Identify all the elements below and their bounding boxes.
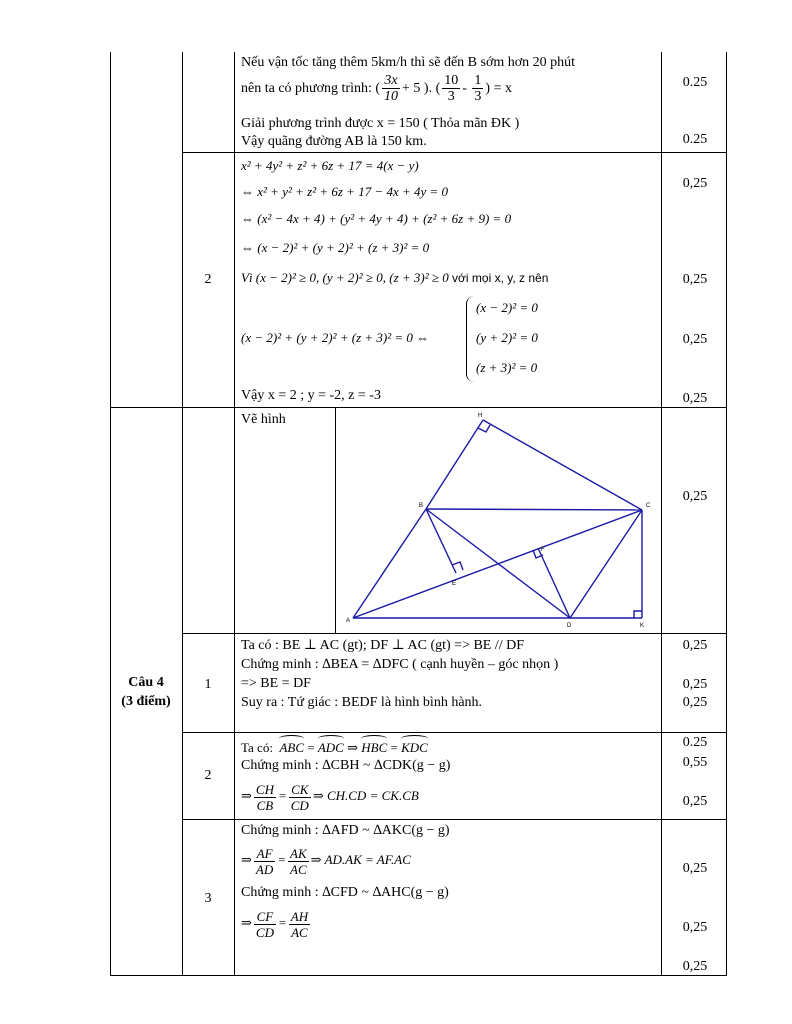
ratio-line: ⇒ $\frac{CF}{CD}$ = $\frac{AH}{AC}$	[241, 908, 309, 940]
score: 0,25	[682, 959, 708, 974]
proof-line: Ta có : BE ⊥ AC (gt); DF ⊥ AC (gt) => BE // DF	[241, 638, 525, 653]
equation-line: ⇔ x² + y² + z² + 6z + 17 − 4x + 4y = 0	[241, 184, 449, 199]
score: 0,25	[682, 861, 708, 876]
system-eq: (y + 2)² = 0	[476, 330, 538, 345]
conclusion: Vậy x = 2 ; y = -2, z = -3	[241, 388, 381, 403]
score: 0.25	[682, 735, 708, 750]
figure-title: Vẽ hình	[241, 412, 286, 427]
proof-line: Chứng minh : ∆CFD ~ ∆AHC(g − g)	[241, 885, 449, 900]
score: 0.25	[682, 132, 708, 147]
segment-ab	[353, 509, 426, 618]
segment-hc	[483, 420, 642, 510]
score: 0,25	[682, 638, 708, 653]
item-number: 2	[204, 272, 212, 287]
system-eq: (z + 3)² = 0	[476, 360, 538, 375]
equation-line: ⇔ (x − 2)² + (y + 2)² + (z + 3)² = 0	[241, 240, 430, 255]
item-number: 2	[204, 768, 212, 783]
label-k: K	[640, 623, 645, 629]
speed-equation-line: nên ta có phương trình: ( $\frac{3x}{10}$ + 5 ). ( $\frac{10}{3}$ - $\frac{1}{3}$ ) = x	[241, 73, 512, 105]
label-c: C	[646, 503, 651, 509]
score: 0,25	[682, 332, 708, 347]
label-f: F	[541, 547, 545, 553]
diagonal-ac	[353, 510, 642, 618]
label-d: D	[567, 623, 572, 629]
speed-line1: Nếu vận tốc tăng thêm 5km/h thì sẽ đến B sớm hơn 20 phút	[241, 55, 576, 70]
label-e: E	[452, 581, 457, 587]
score: 0,25	[682, 677, 708, 692]
geometry-figure	[336, 408, 661, 633]
segment-cd	[570, 510, 642, 618]
diagonal-bd	[426, 509, 570, 618]
system-eq: (x − 2)² = 0	[476, 300, 538, 315]
question-points: (3 điểm)	[121, 694, 171, 709]
score: 0,25	[682, 176, 708, 191]
item-number: 3	[204, 891, 212, 906]
equation-line: ⇔ (x² − 4x + 4) + (y² + 4y + 4) + (z² + 6z + 9) = 0	[241, 211, 512, 226]
proof-line: => BE = DF	[241, 676, 311, 691]
label-h: H	[478, 413, 483, 419]
question-label: Câu 4	[128, 675, 164, 690]
proof-line: Chứng minh : ∆BEA = ∆DFC ( cạnh huyền – góc nhọn )	[241, 657, 559, 672]
ratio-line: ⇒ $\frac{CH}{CB}$ = $\frac{CK}{CD}$ ⇒ CH.CD = CK.CB	[241, 781, 419, 813]
speed-line3: Giải phương trình được x = 150 ( Thỏa mãn ĐK )	[241, 116, 520, 131]
right-angle-k	[634, 611, 642, 618]
proof-line: Chứng minh : ∆CBH ~ ∆CDK(g − g)	[241, 758, 451, 773]
since-line: Vì (x − 2)² ≥ 0, (y + 2)² ≥ 0, (z + 3)² ≥ 0 với mọi x, y, z nên	[241, 270, 549, 285]
ratio-line: ⇒ $\frac{AF}{AD}$ = $\frac{AK}{AC}$ ⇒ AD.AK = AF.AC	[241, 845, 411, 877]
score: 0,55	[682, 755, 708, 770]
score: 0.25	[682, 75, 708, 90]
system-brace	[466, 296, 475, 382]
proof-line: Suy ra : Tứ giác : BEDF là hình bình hành.	[241, 695, 483, 710]
score: 0,25	[682, 695, 708, 710]
segment-df	[538, 548, 570, 618]
segment-be	[426, 509, 456, 573]
segment-bh	[426, 420, 483, 509]
score: 0,25	[682, 920, 708, 935]
score: 0,25	[682, 391, 708, 406]
equation-line: x² + 4y² + z² + 6z + 17 = 4(x − y)	[241, 158, 419, 173]
item-number: 1	[204, 677, 212, 692]
label-b: B	[419, 503, 424, 509]
proof-line: Chứng minh : ∆AFD ~ ∆AKC(g − g)	[241, 823, 450, 838]
speed-line4: Vậy quãng đường AB là 150 km.	[241, 134, 427, 149]
score: 0,25	[682, 489, 708, 504]
score: 0,25	[682, 272, 708, 287]
angle-equality-line: Ta có: ABC = ADC ⇒ HBC = KDC	[241, 740, 428, 755]
system-left: (x − 2)² + (y + 2)² + (z + 3)² = 0 ⇔	[241, 330, 430, 345]
score: 0,25	[682, 794, 708, 809]
segment-bc	[426, 509, 642, 510]
label-a: A	[346, 618, 351, 624]
